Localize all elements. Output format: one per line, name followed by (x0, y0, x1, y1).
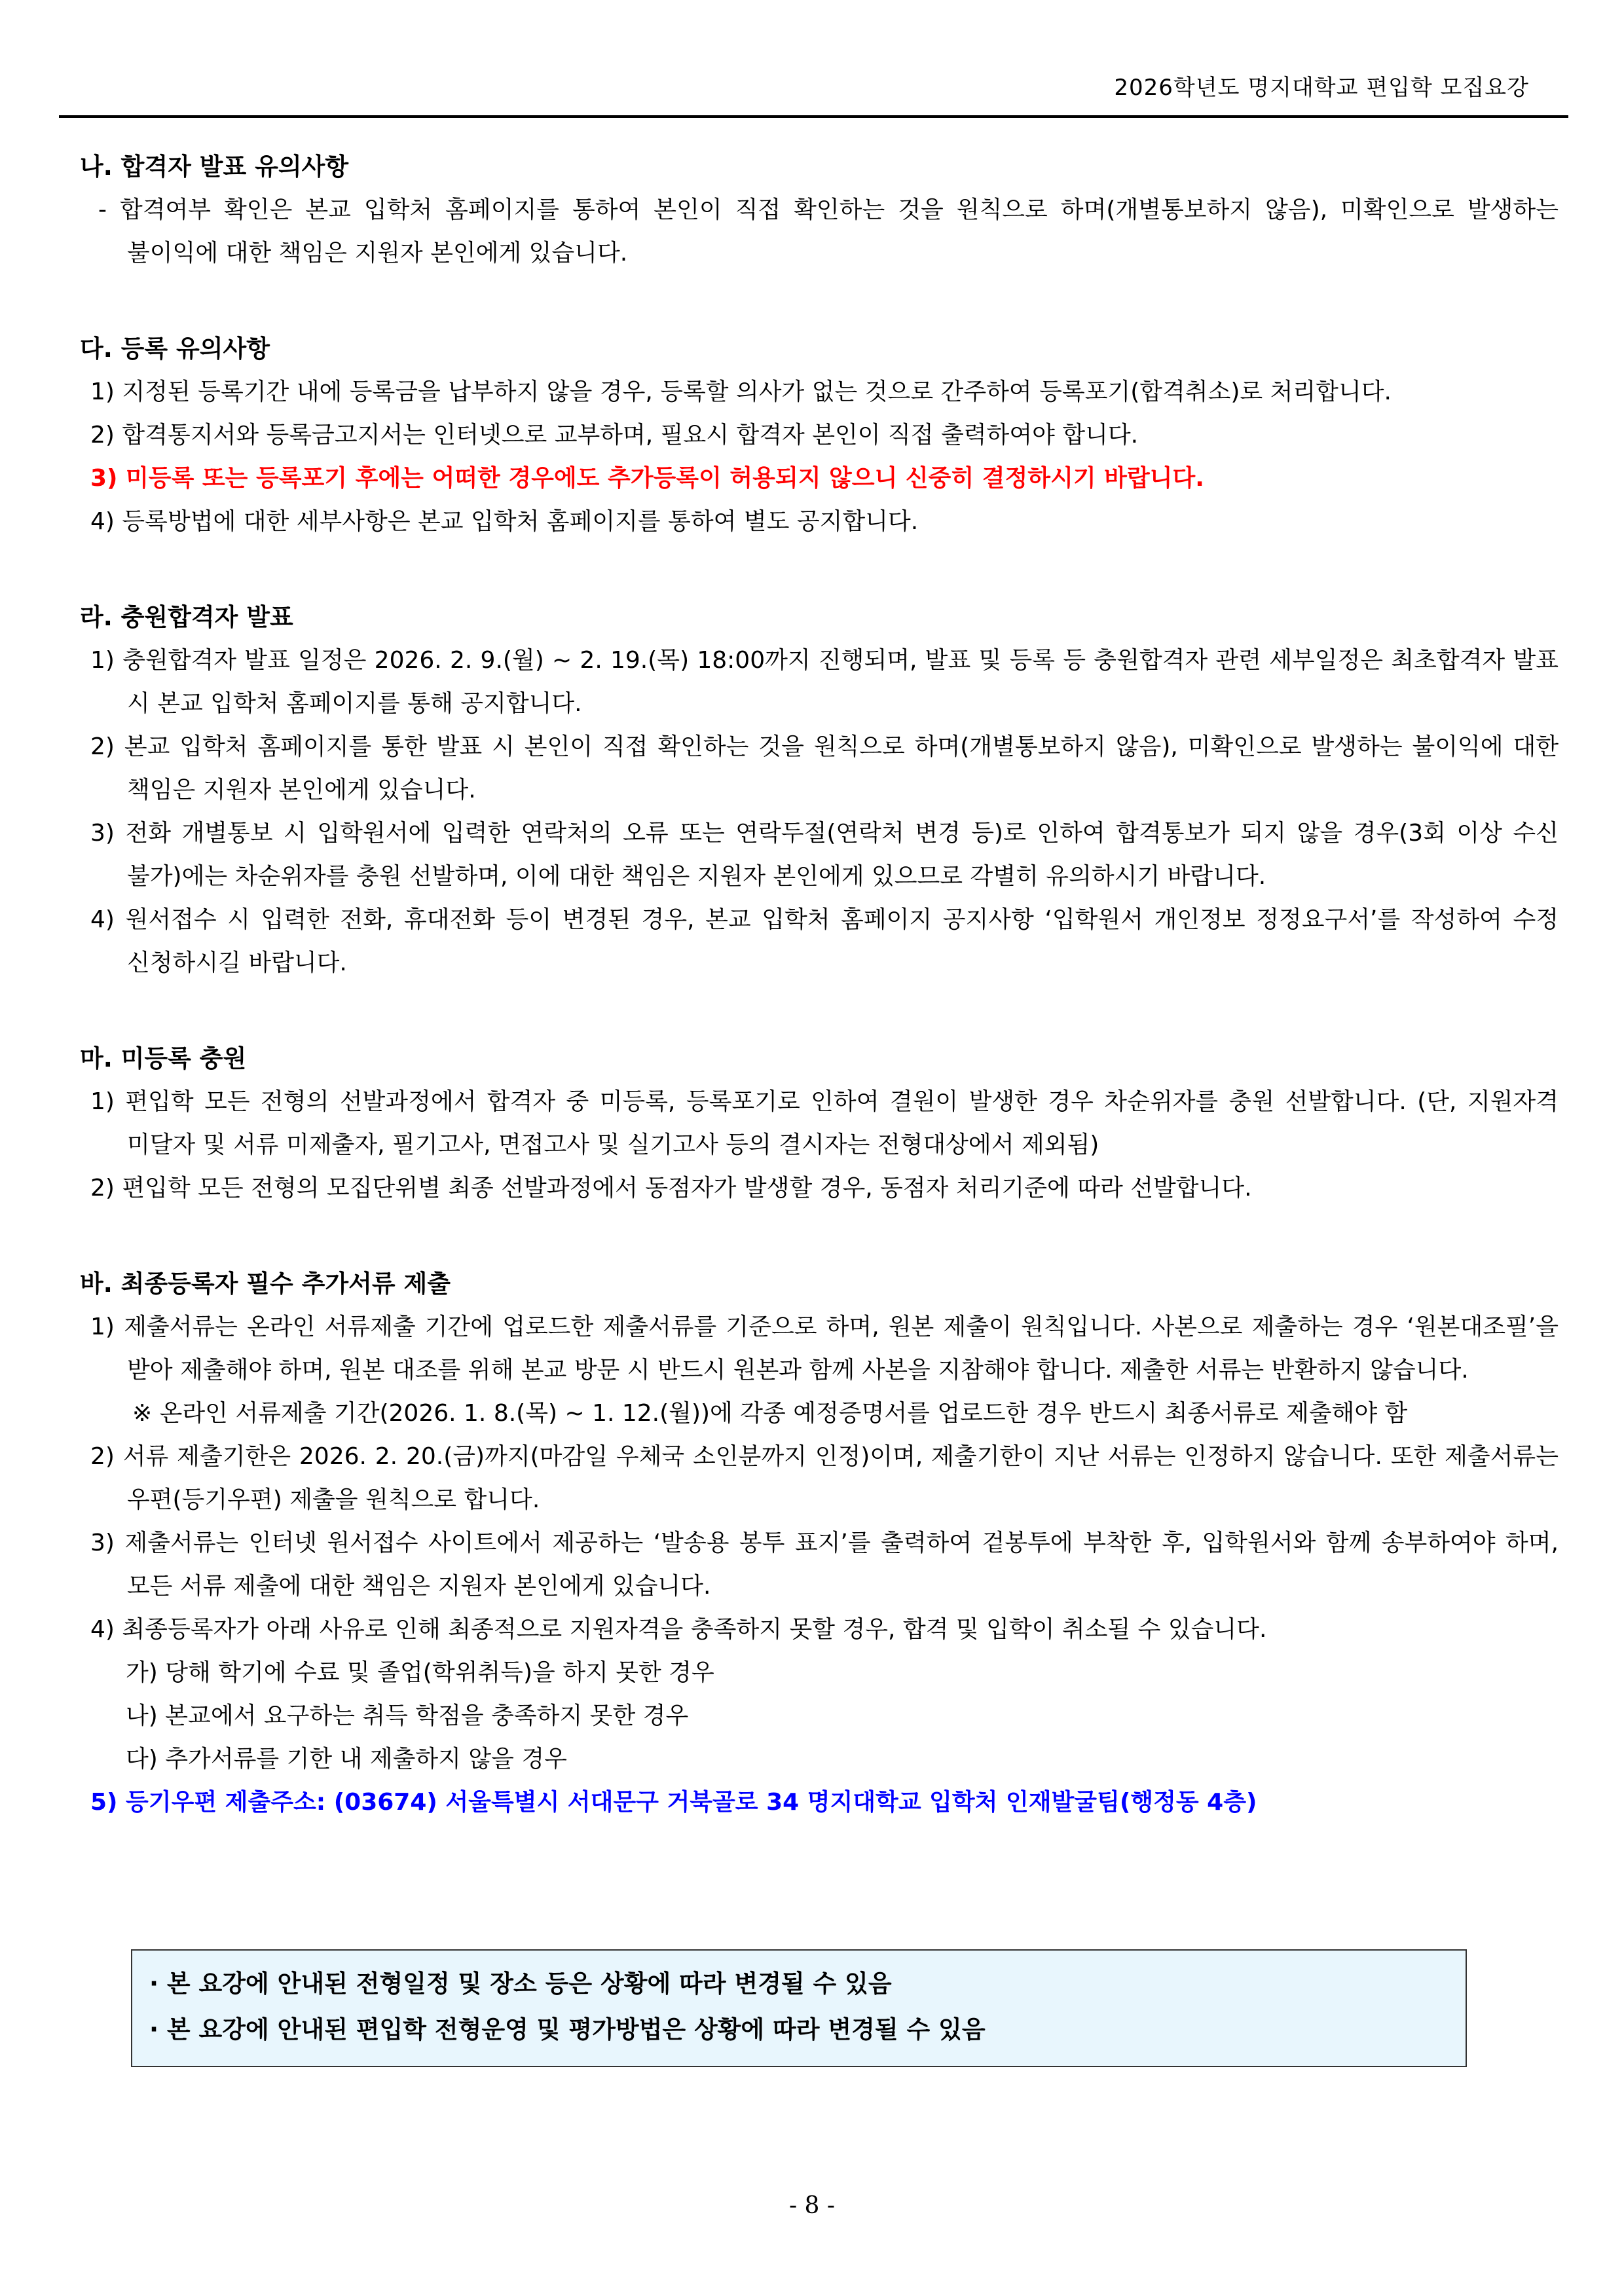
list-item: 2) 서류 제출기한은 2026. 2. 20.(금)까지(마감일 우체국 소인분까지 인정)이며, 제출기한이 지난 서류는 인정하지 않습니다. 또한 제출서류는 우편(등기우편) 제출을 원칙으로 합니다. (90, 1443, 1559, 1513)
list-subitem: 다) 추가서류를 기한 내 제출하지 않을 경우 (126, 1746, 567, 1772)
list-item: 2) 본교 입학처 홈페이지를 통한 발표 시 본인이 직접 확인하는 것을 원칙으로 하며(개별통보하지 않음), 미확인으로 발생하는 불이익에 대한 책임은 지원자 본인에게 있습니다. (90, 733, 1559, 803)
notice-line: · 본 요강에 안내된 편입학 전형운영 및 평가방법은 상황에 따라 변경될 수 있음 (149, 2015, 986, 2044)
section-additional-documents (80, 1262, 1559, 1824)
list-item: 3) 전화 개별통보 시 입학원서에 입력한 연락처의 오류 또는 연락두절(연락처 변경 등)로 인하여 합격통보가 되지 않을 경우(3회 이상 수신 불가)에는 차순위자를 충원 선발하며, 이에 대한 책임은 지원자 본인에게 있으므로 각별히 유의하시기 바랍니다. (90, 820, 1559, 890)
list-item: 4) 등록방법에 대한 세부사항은 본교 입학처 홈페이지를 통하여 별도 공지합니다. (90, 508, 919, 535)
list-item: 1) 편입학 모든 전형의 선발과정에서 합격자 중 미등록, 등록포기로 인하여 결원이 발생한 경우 차순위자를 충원 선발합니다. (단, 지원자격 미달자 및 서류 미제출자, 필기고사, 면접고사 및 실기고사 등의 결시자는 전형대상에서 제외됨) (90, 1088, 1559, 1158)
section-registration (80, 327, 1559, 543)
list-item: 1) 제출서류는 온라인 서류제출 기간에 업로드한 제출서류를 기준으로 하며, 원본 제출이 원칙입니다. 사본으로 제출하는 경우 ‘원본대조필’을 받아 제출해야 하며, 원본 대조를 위해 본교 방문 시 반드시 원본과 함께 사본을 지참해야 합니다. 제출한 서류는 반환하지 않습니다. (90, 1313, 1559, 1384)
section-result-announcement (80, 145, 1559, 275)
list-item: 1) 충원합격자 발표 일정은 2026. 2. 9.(월) ~ 2. 19.(목) 18:00까지 진행되며, 발표 및 등록 등 충원합격자 관련 세부일정은 최초합격자 발표 시 본교 입학처 홈페이지를 통해 공지합니다. (90, 647, 1559, 717)
notice-box (131, 1949, 1467, 2067)
section-unregistered-fill (80, 1037, 1559, 1210)
header-title: 2026학년도 명지대학교 편입학 모집요강 (1114, 75, 1529, 101)
section-title: 마. 미등록 충원 (80, 1044, 247, 1073)
list-subitem: 가) 당해 학기에 수료 및 졸업(학위취득)을 하지 못한 경우 (126, 1659, 714, 1686)
section-title: 라. 충원합격자 발표 (80, 603, 293, 631)
list-item: 4) 최종등록자가 아래 사유로 인해 최종적으로 지원자격을 충족하지 못할 경우, 합격 및 입학이 취소될 수 있습니다. (90, 1616, 1267, 1643)
list-item: 4) 원서접수 시 입력한 전화, 휴대전화 등이 변경된 경우, 본교 입학처 홈페이지 공지사항 ‘입학원서 개인정보 정정요구서’를 작성하여 수정 신청하시길 바랍니다. (90, 906, 1559, 976)
list-subitem: 나) 본교에서 요구하는 취득 학점을 충족하지 못한 경우 (126, 1702, 689, 1729)
list-item: 3) 제출서류는 인터넷 원서접수 사이트에서 제공하는 ‘발송용 봉투 표지’를 출력하여 겉봉투에 부착한 후, 입학원서와 함께 송부하여야 하며, 모든 서류 제출에 대한 책임은 지원자 본인에게 있습니다. (90, 1530, 1559, 1600)
document-body (80, 145, 1559, 1877)
list-item: 2) 합격통지서와 등록금고지서는 인터넷으로 교부하며, 필요시 합격자 본인이 직접 출력하여야 합니다. (90, 422, 1139, 449)
list-item-warning: 3) 미등록 또는 등록포기 후에는 어떠한 경우에도 추가등록이 허용되지 않으니 신중히 결정하시기 바랍니다. (90, 465, 1204, 492)
section-additional-admission (80, 596, 1559, 985)
section-title: 나. 합격자 발표 유의사항 (80, 153, 349, 181)
section-title: 바. 최종등록자 필수 추가서류 제출 (80, 1270, 451, 1298)
page-number: - 8 - (788, 2192, 836, 2219)
notice-line: · 본 요강에 안내된 전형일정 및 장소 등은 상황에 따라 변경될 수 있음 (149, 1970, 892, 1998)
list-item: 1) 지정된 등록기간 내에 등록금을 납부하지 않을 경우, 등록할 의사가 없는 것으로 간주하여 등록포기(합격취소)로 처리합니다. (90, 378, 1392, 405)
list-item-mailing-address: 5) 등기우편 제출주소: (03674) 서울특별시 서대문구 거북골로 34 명지대학교 입학처 인재발굴팀(행정동 4층) (90, 1789, 1257, 1816)
section-title: 다. 등록 유의사항 (80, 335, 270, 363)
list-note: ※ 온라인 서류제출 기간(2026. 1. 8.(목) ~ 1. 12.(월))에 각종 예정증명서를 업로드한 경우 반드시 최종서류로 제출해야 함 (132, 1400, 1408, 1427)
list-item: 2) 편입학 모든 전형의 모집단위별 최종 선발과정에서 동점자가 발생할 경우, 동점자 처리기준에 따라 선발합니다. (90, 1175, 1252, 1202)
page-header (59, 52, 1568, 118)
list-item: - 합격여부 확인은 본교 입학처 홈페이지를 통하여 본인이 직접 확인하는 것을 원칙으로 하며(개별통보하지 않음), 미확인으로 발생하는 불이익에 대한 책임은 지원자 본인에게 있습니다. (98, 196, 1559, 266)
